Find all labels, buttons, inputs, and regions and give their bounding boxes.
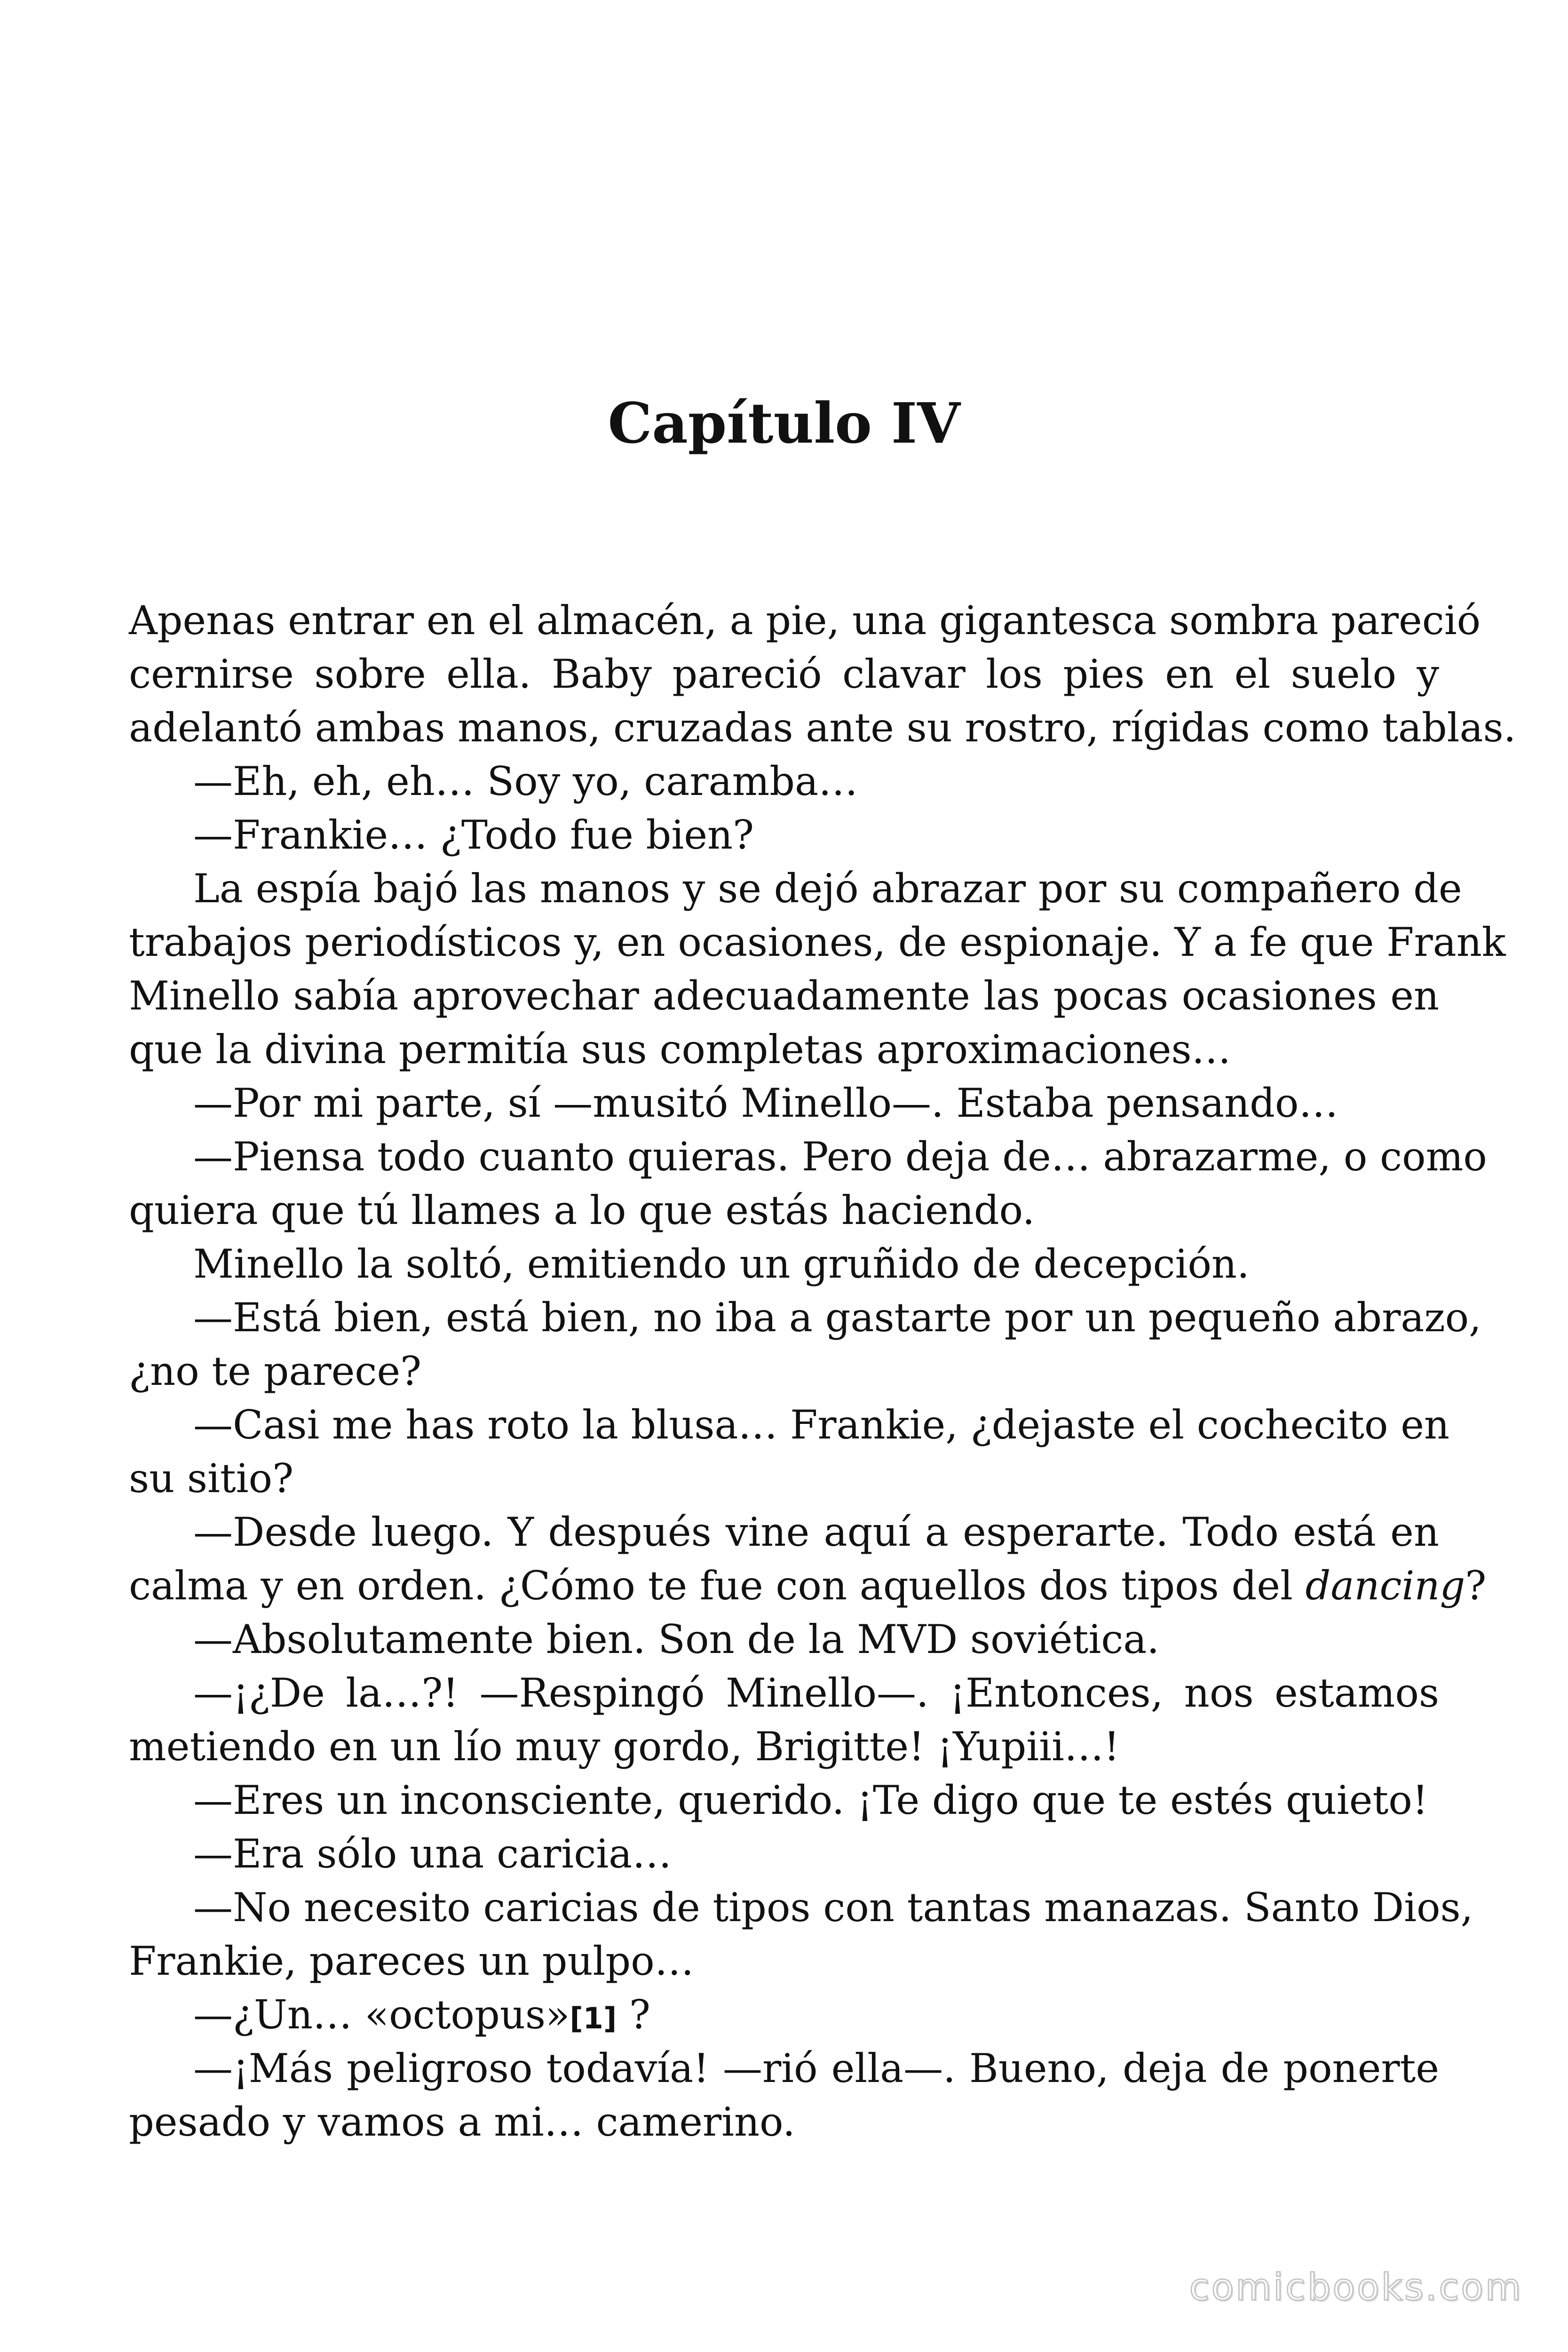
text-line bbox=[129, 1505, 1439, 1559]
text-line bbox=[129, 1344, 1439, 1398]
text-segment: La espía bajó las manos y se dejó abrazar por su compañero de bbox=[193, 866, 1462, 912]
text-segment: —Era sólo una caricia… bbox=[193, 1831, 672, 1877]
text-segment: pesado y vamos a mi… camerino. bbox=[129, 2099, 795, 2145]
watermark-logo: comicbooks.com bbox=[1189, 2266, 1523, 2309]
text-segment: calma y en orden. ¿Cómo te fue con aquellos dos tipos del bbox=[129, 1563, 1306, 1609]
text-line bbox=[129, 1452, 1439, 1505]
text-segment: trabajos periodísticos y, en ocasiones, de espionaje. Y a fe que Frank bbox=[129, 919, 1506, 965]
text-line bbox=[129, 1827, 1439, 1881]
text-line bbox=[129, 808, 1439, 862]
text-line bbox=[129, 1934, 1439, 1988]
text-segment: adelantó ambas manos, cruzadas ante su rostro, rígidas como tablas. bbox=[129, 705, 1516, 751]
text-line bbox=[129, 1720, 1439, 1773]
text-segment: —Casi me has roto la blusa… Frankie, ¿dejaste el cochecito en bbox=[193, 1402, 1450, 1448]
text-line bbox=[129, 1881, 1473, 1934]
text-segment: que la divina permitía sus completas aproximaciones… bbox=[129, 1026, 1231, 1073]
text-line bbox=[129, 647, 1439, 701]
text-segment: —Piensa todo cuanto quieras. Pero deja de… abrazarme, o como bbox=[193, 1134, 1487, 1180]
text-line bbox=[129, 1291, 1481, 1344]
text-segment: —Eres un inconsciente, querido. ¡Te digo que te estés quieto! bbox=[193, 1777, 1428, 1823]
chapter-body bbox=[129, 594, 1516, 2149]
footnote-ref[interactable]: [1] bbox=[570, 2001, 617, 2035]
text-line bbox=[129, 2095, 1439, 2149]
text-line bbox=[129, 1559, 1487, 1613]
text-line bbox=[129, 755, 1439, 808]
text-segment: Apenas entrar en el almacén, a pie, una gigantesca sombra pareció bbox=[129, 597, 1481, 644]
text-segment: —Absolutamente bien. Son de la MVD soviética. bbox=[193, 1616, 1160, 1662]
text-line bbox=[129, 1988, 1439, 2042]
text-segment: su sitio? bbox=[129, 1455, 294, 1502]
text-segment: Minello la soltó, emitiendo un gruñido de decepción. bbox=[193, 1241, 1250, 1287]
text-segment: quiera que tú llames a lo que estás haciendo. bbox=[129, 1187, 1035, 1233]
text-segment: ? bbox=[1465, 1563, 1487, 1609]
text-segment: —No necesito caricias de tipos con tantas manazas. Santo Dios, bbox=[193, 1884, 1473, 1931]
italic-text: dancing bbox=[1305, 1563, 1465, 1609]
text-line bbox=[129, 862, 1462, 915]
chapter-title: Capítulo IV bbox=[608, 390, 960, 456]
text-segment: —Por mi parte, sí —musitó Minello—. Estaba pensando… bbox=[193, 1080, 1338, 1126]
text-line bbox=[129, 915, 1506, 969]
text-line bbox=[129, 1773, 1439, 1827]
text-line bbox=[129, 701, 1516, 755]
text-segment: ? bbox=[617, 1992, 650, 2038]
text-segment: —¿Un… «octopus» bbox=[193, 1992, 570, 2038]
text-segment: ¿no te parece? bbox=[129, 1348, 422, 1394]
text-line bbox=[129, 1666, 1439, 1720]
text-segment: Frankie, pareces un pulpo… bbox=[129, 1938, 694, 1984]
text-line bbox=[129, 1076, 1439, 1130]
text-line bbox=[129, 969, 1439, 1023]
text-line bbox=[129, 594, 1481, 647]
text-line bbox=[129, 2042, 1439, 2095]
text-segment: metiendo en un lío muy gordo, Brigitte! ¡Yupiii…! bbox=[129, 1724, 1120, 1770]
text-segment: —Frankie… ¿Todo fue bien? bbox=[193, 812, 754, 858]
text-segment: —¡¿De la…?! —Respingó Minello—. ¡Entonces, nos estamos bbox=[193, 1670, 1439, 1716]
text-segment: Minello sabía aprovechar adecuadamente las pocas ocasiones en bbox=[129, 973, 1439, 1019]
text-line bbox=[129, 1023, 1439, 1076]
text-line bbox=[129, 1184, 1439, 1237]
text-segment: —¡Más peligroso todavía! —rió ella—. Bueno, deja de ponerte bbox=[193, 2045, 1439, 2091]
text-segment: —Eh, eh, eh… Soy yo, caramba… bbox=[193, 758, 858, 804]
text-segment: —Desde luego. Y después vine aquí a esperarte. Todo está en bbox=[193, 1509, 1439, 1555]
text-segment: —Está bien, está bien, no iba a gastarte por un pequeño abrazo, bbox=[193, 1295, 1481, 1341]
text-segment: cernirse sobre ella. Baby pareció clavar los pies en el suelo y bbox=[129, 651, 1439, 697]
text-line bbox=[129, 1130, 1487, 1184]
text-line bbox=[129, 1398, 1450, 1452]
text-line bbox=[129, 1237, 1439, 1291]
text-line bbox=[129, 1613, 1439, 1666]
